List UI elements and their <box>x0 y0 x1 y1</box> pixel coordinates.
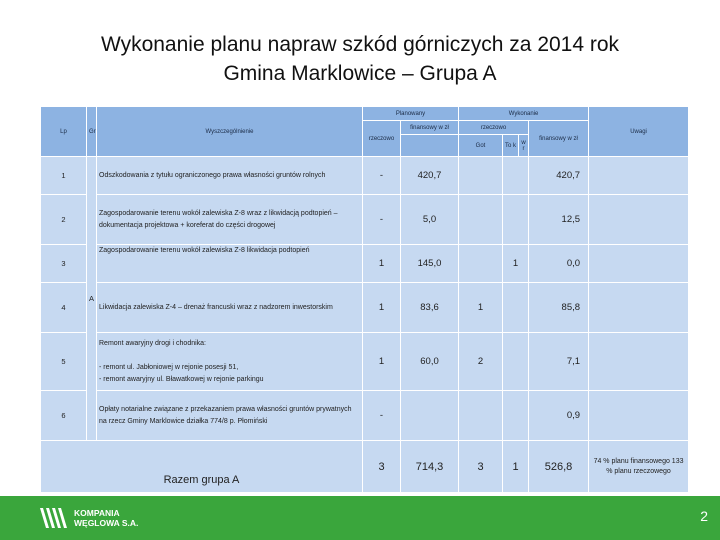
row-plan-fin: 83,6 <box>401 283 459 333</box>
header-plan-financial: finansowy w zł <box>401 121 459 135</box>
row-plan-fin: 60,0 <box>401 333 459 391</box>
header-sub-2: To k <box>503 135 519 157</box>
company-logo <box>38 504 138 532</box>
brand-line-2: WĘGLOWA S.A. <box>74 518 139 528</box>
row-lp: 3 <box>41 245 87 283</box>
row-done-fin: 0,9 <box>529 391 589 441</box>
page-title <box>0 30 720 88</box>
row-done-fin: 420,7 <box>529 157 589 195</box>
row-lp: 1 <box>41 157 87 195</box>
table-row <box>41 157 689 195</box>
logo-mark-icon <box>38 506 68 530</box>
row-desc: Likwidacja zalewiska Z-4 – drenaż francuski wraz z nadzorem inwestorskim <box>97 283 363 333</box>
row-notes <box>589 333 689 391</box>
row-done-b <box>503 157 529 195</box>
row-plan-fin: 145,0 <box>401 245 459 283</box>
row-lp: 4 <box>41 283 87 333</box>
row-plan-fin <box>401 391 459 441</box>
row-desc: Opłaty notarialne związane z przekazaniem prawa własności gruntów prywatnych na rzecz Gminy Marklowice działka 774/8 p. Płomiński <box>97 391 363 441</box>
logo-text <box>74 508 138 528</box>
row-done-a: 2 <box>459 333 503 391</box>
row-desc: Remont awaryjny drogi i chodnika: - remont ul. Jabłoniowej w rejonie posesji 51, - remont awaryjny ul. Bławatkowej w rejonie parkingu <box>97 333 363 391</box>
row-lp: 5 <box>41 333 87 391</box>
row-plan-fin: 5,0 <box>401 195 459 245</box>
repairs-table <box>40 106 689 493</box>
row-done-b: 1 <box>503 245 529 283</box>
total-plan-fin: 714,3 <box>401 441 459 493</box>
header-scope: Wyszczególnienie <box>97 107 363 157</box>
table-row <box>41 333 689 391</box>
row-plan-qty: 1 <box>363 283 401 333</box>
total-label: Razem grupa A <box>41 441 363 493</box>
total-row <box>41 441 689 493</box>
total-done-a: 3 <box>459 441 503 493</box>
row-notes <box>589 245 689 283</box>
header-executed: Wykonanie <box>459 107 589 121</box>
table-row <box>41 195 689 245</box>
header-planned: Planowany <box>363 107 459 121</box>
total-done-b: 1 <box>503 441 529 493</box>
header-notes: Uwagi <box>589 107 689 157</box>
brand-line-1: KOMPANIA <box>74 508 120 518</box>
group-cell <box>87 157 97 441</box>
total-plan-qty: 3 <box>363 441 401 493</box>
footer-bar <box>0 496 720 540</box>
total-done-fin: 526,8 <box>529 441 589 493</box>
row-lp: 2 <box>41 195 87 245</box>
header-lp: Lp <box>41 107 87 157</box>
row-notes <box>589 195 689 245</box>
row-done-fin: 0,0 <box>529 245 589 283</box>
row-desc: Zagospodarowanie terenu wokół zalewiska Z-8 wraz z likwidacją podtopień – dokumentacja projektowa + koreferat do części drogowej <box>97 195 363 245</box>
header-plan-physical: rzeczowo <box>363 121 401 157</box>
header-blank <box>401 135 459 157</box>
row-done-a: 1 <box>459 283 503 333</box>
row-done-fin: 85,8 <box>529 283 589 333</box>
row-done-b <box>503 195 529 245</box>
table-row <box>41 245 689 283</box>
row-done-b <box>503 333 529 391</box>
row-plan-qty: 1 <box>363 245 401 283</box>
title-line-2: Gmina Marklowice – Grupa A <box>223 62 497 85</box>
row-done-b <box>503 391 529 441</box>
row-plan-fin: 420,7 <box>401 157 459 195</box>
group-letter: A <box>89 294 95 303</box>
row-done-a <box>459 245 503 283</box>
row-plan-qty: - <box>363 157 401 195</box>
row-plan-qty: 1 <box>363 333 401 391</box>
row-done-fin: 12,5 <box>529 195 589 245</box>
row-notes <box>589 283 689 333</box>
row-desc: Zagospodarowanie terenu wokół zalewiska Z-8 likwidacja podtopień <box>97 245 363 283</box>
header-sub-1: Got <box>459 135 503 157</box>
row-done-b <box>503 283 529 333</box>
row-plan-qty: - <box>363 195 401 245</box>
header-row-1 <box>41 107 689 121</box>
title-line-1: Wykonanie planu napraw szkód górniczych za 2014 rok <box>100 33 620 56</box>
header-done-financial: finansowy w zł <box>529 121 589 157</box>
row-notes <box>589 391 689 441</box>
table-row <box>41 391 689 441</box>
row-done-a <box>459 157 503 195</box>
row-done-a <box>459 195 503 245</box>
row-desc: Odszkodowania z tytułu ograniczonego prawa własności gruntów rolnych <box>97 157 363 195</box>
row-done-fin: 7,1 <box>529 333 589 391</box>
row-lp: 6 <box>41 391 87 441</box>
page-number: 2 <box>700 508 708 524</box>
row-plan-qty: - <box>363 391 401 441</box>
header-gr: Gr <box>87 107 97 157</box>
table-row <box>41 283 689 333</box>
total-notes: 74 % planu finansowego 133 % planu rzeczowego <box>589 441 689 493</box>
row-notes <box>589 157 689 195</box>
header-done-physical: rzeczowo <box>459 121 529 135</box>
header-sub-3: w r <box>519 135 529 157</box>
row-done-a <box>459 391 503 441</box>
